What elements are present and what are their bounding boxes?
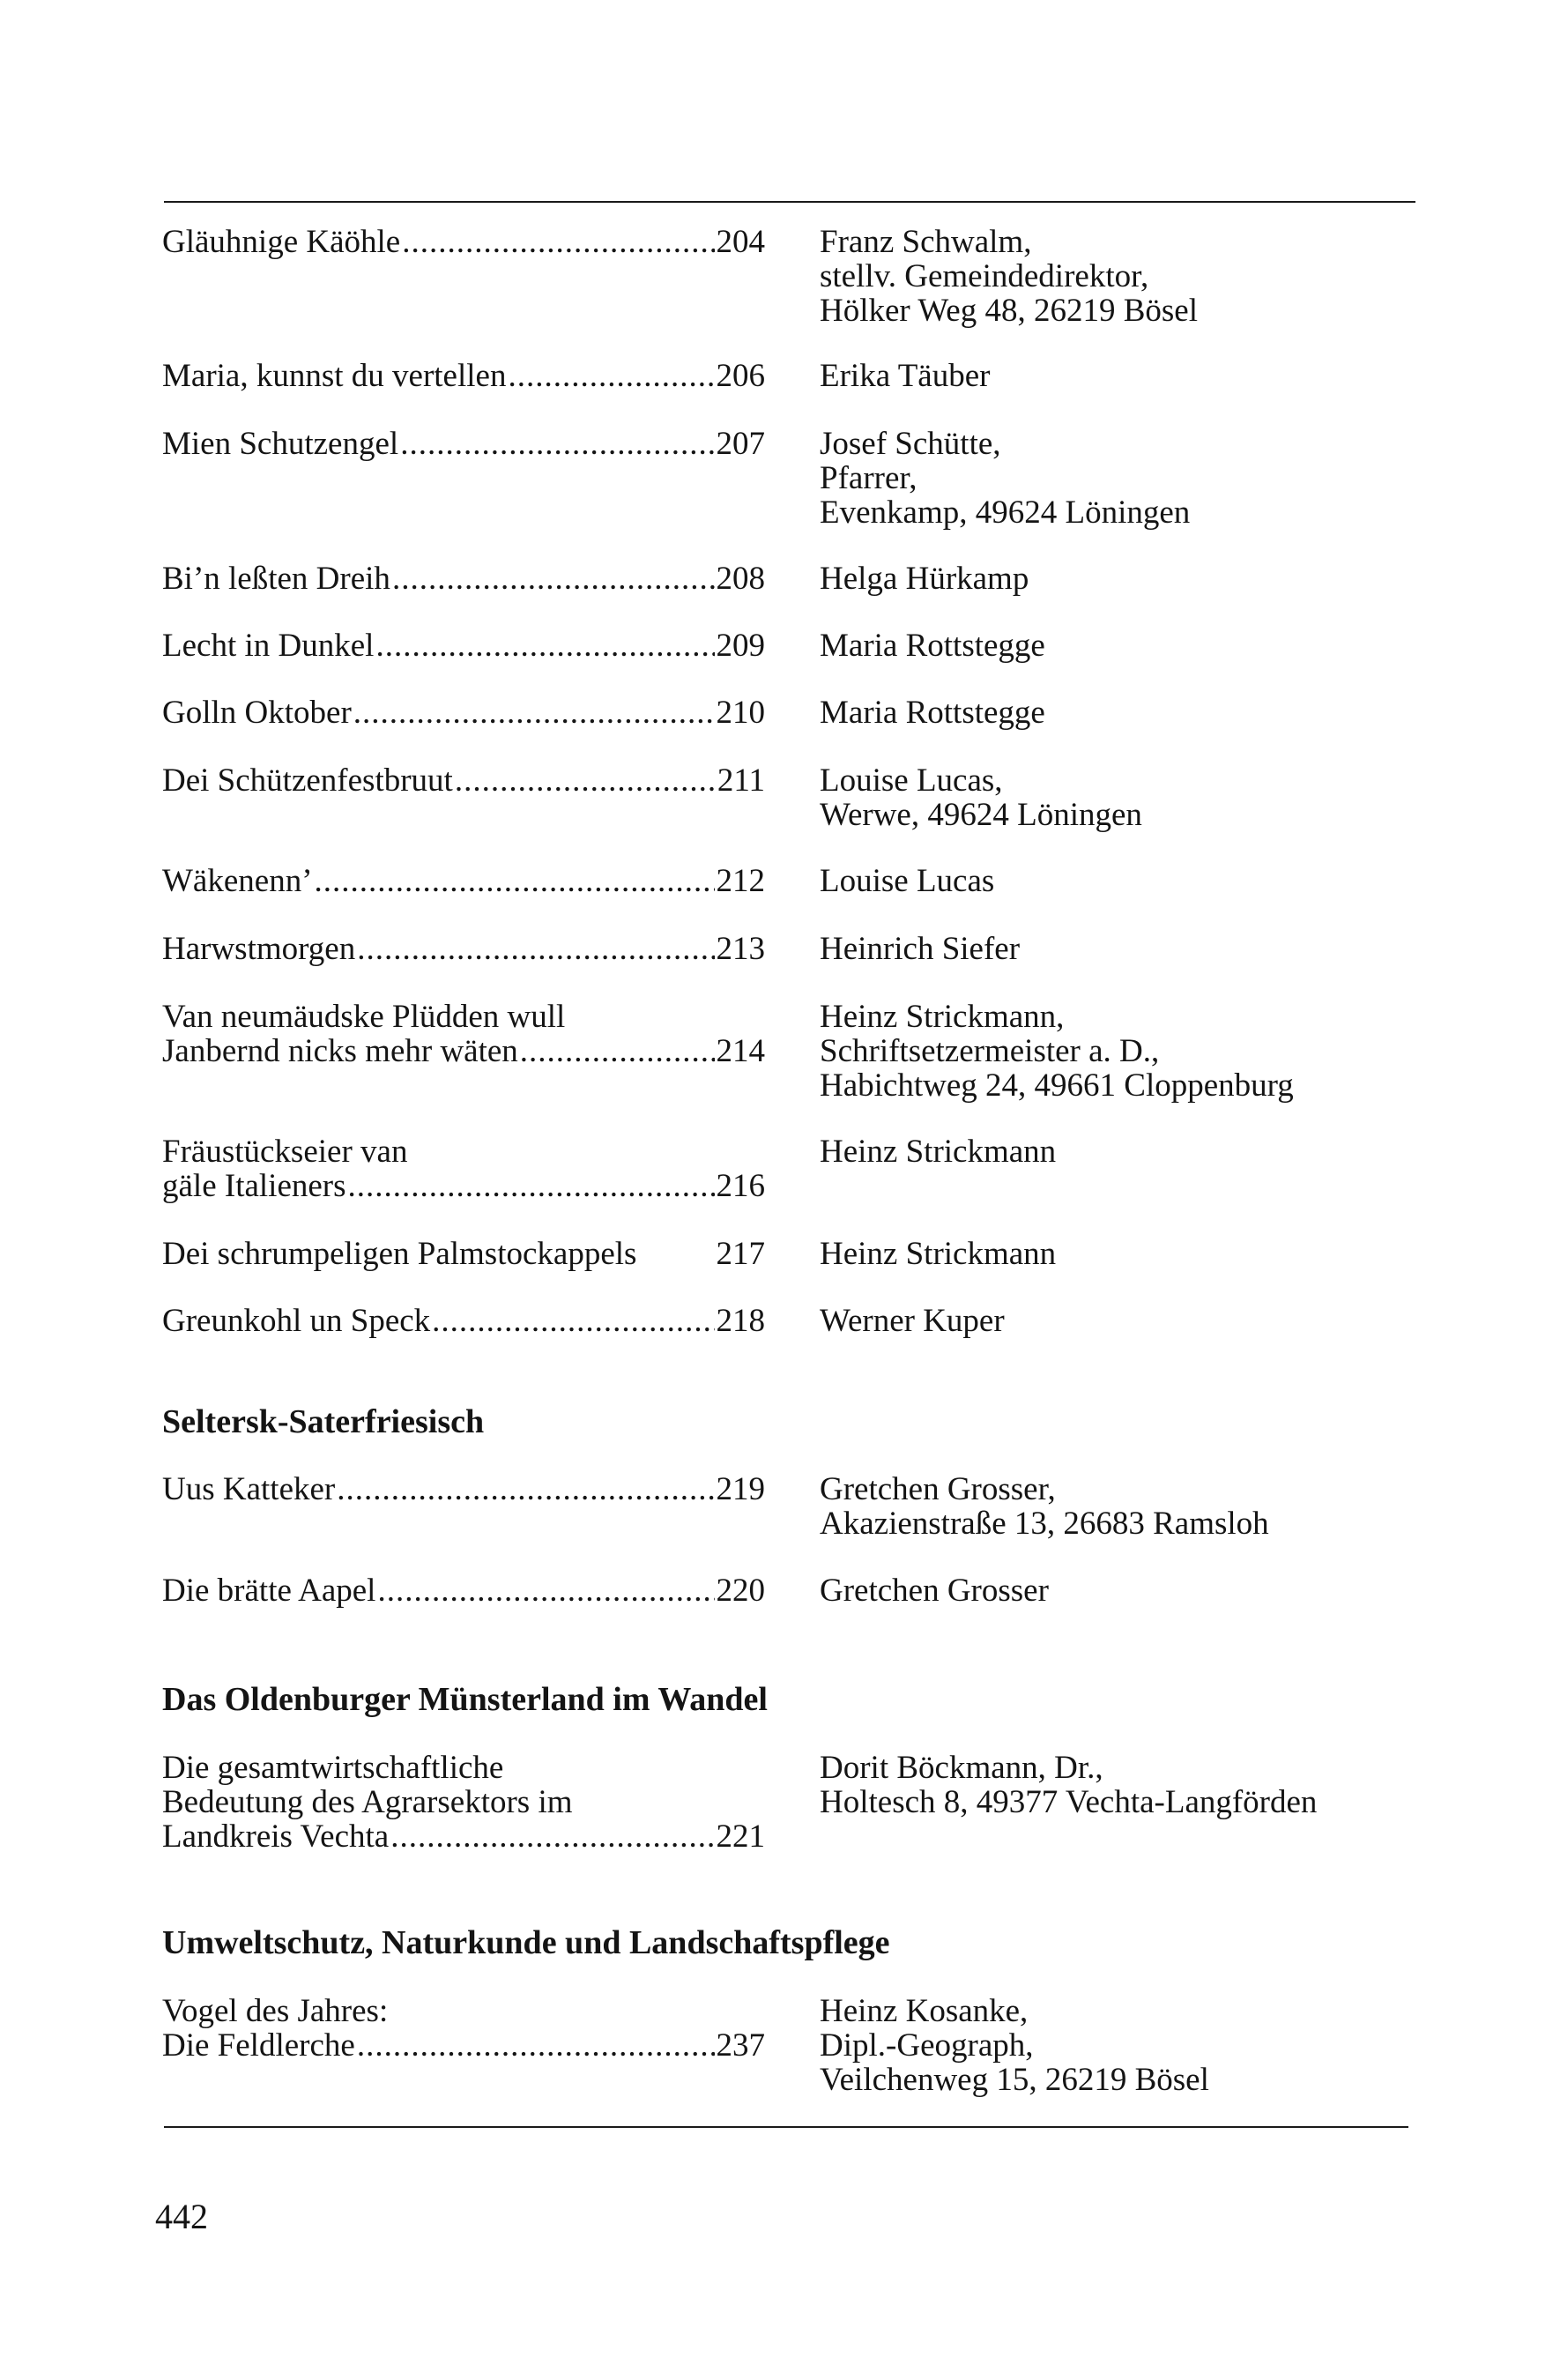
toc-entry-title: Gläuhnige Käöhle ..... 204: [162, 225, 765, 259]
toc-entry-title: Greunkohl un Speck ..... 218: [162, 1304, 765, 1338]
toc-entry-title: Uus Katteker ..... 219: [162, 1472, 765, 1506]
toc-entry-author: Gretchen Grosser,: [820, 1471, 1056, 1507]
toc-entry-title: gäle Italieners ..... 216: [162, 1169, 765, 1203]
toc-entry-title: Die gesamtwirtschaftliche: [162, 1750, 504, 1786]
toc-entry-author: Louise Lucas: [820, 863, 995, 899]
section-heading: Seltersk-Saterfriesisch: [162, 1403, 485, 1440]
toc-entry-title: Van neumäudske Plüdden wull: [162, 999, 566, 1035]
toc-entry-title: Wäkenenn’ ..... 212: [162, 864, 765, 898]
toc-entry-author: Schriftsetzermeister a. D.,: [820, 1033, 1160, 1069]
toc-entry-title: Die Feldlerche ..... 237: [162, 2028, 765, 2063]
toc-entry-author: Heinrich Siefer: [820, 931, 1021, 967]
toc-entry-author: Heinz Kosanke,: [820, 1993, 1029, 2029]
toc-entry-author: Holtesch 8, 49377 Vechta-Langförden: [820, 1784, 1318, 1820]
toc-entry-author: Evenkamp, 49624 Löningen: [820, 495, 1191, 531]
toc-entry-title: Fräustückseier van: [162, 1134, 408, 1170]
toc-entry-author: Pfarrer,: [820, 460, 917, 496]
toc-entry-author: Heinz Strickmann: [820, 1134, 1057, 1170]
toc-entry-author: Veilchenweg 15, 26219 Bösel: [820, 2062, 1209, 2098]
toc-entry-author: Heinz Strickmann,: [820, 999, 1065, 1035]
toc-entry-author: Dipl.-Geograph,: [820, 2027, 1034, 2064]
toc-entry-author: Akazienstraße 13, 26683 Ramsloh: [820, 1506, 1269, 1542]
toc-entry-author: Maria Rottstegge: [820, 695, 1045, 731]
toc-entry-title: Die brätte Aapel ..... 220: [162, 1573, 765, 1608]
section-heading: Das Oldenburger Münsterland im Wandel: [162, 1681, 768, 1718]
toc-entry-author: Helga Hürkamp: [820, 561, 1029, 597]
toc-entry-author: Louise Lucas,: [820, 762, 1003, 799]
toc-entry-title: Bi’n leßten Dreih ..... 208: [162, 562, 765, 596]
toc-entry-title: Maria, kunnst du vertellen ..... 206: [162, 359, 765, 393]
toc-entry-title: Vogel des Jahres:: [162, 1993, 389, 2029]
toc-entry-author: Franz Schwalm,: [820, 224, 1032, 260]
toc-entry-author: Maria Rottstegge: [820, 628, 1045, 664]
toc-entry-title: Landkreis Vechta ..... 221: [162, 1819, 765, 1854]
toc-entry-title: Dei Schützenfestbruut ..... 211: [162, 763, 765, 798]
toc-entry-author: Werwe, 49624 Löningen: [820, 797, 1142, 833]
toc-entry-title: Dei schrumpeligen Palmstockappels 217: [162, 1236, 765, 1272]
toc-entry-author: Hölker Weg 48, 26219 Bösel: [820, 293, 1198, 329]
toc-entry-author: Heinz Strickmann: [820, 1236, 1057, 1272]
toc-entry-author: Josef Schütte,: [820, 426, 1001, 462]
toc-entry-title: Bedeutung des Agrarsektors im: [162, 1784, 573, 1820]
toc-entry-author: Habichtweg 24, 49661 Cloppenburg: [820, 1067, 1294, 1104]
toc-entry-author: Erika Täuber: [820, 358, 991, 394]
section-heading: Umweltschutz, Naturkunde und Landschaftspflege: [162, 1924, 890, 1961]
page-number: 442: [155, 2197, 208, 2236]
top-rule: [164, 201, 1415, 203]
toc-entry-author: stellv. Gemeindedirektor,: [820, 258, 1149, 294]
toc-entry-title: Janbernd nicks mehr wäten ..... 214: [162, 1034, 765, 1068]
toc-entry-author: Gretchen Grosser: [820, 1573, 1049, 1609]
toc-entry-title: Golln Oktober ..... 210: [162, 695, 765, 730]
toc-entry-title: Mien Schutzengel ..... 207: [162, 427, 765, 461]
toc-entry-title: Lecht in Dunkel ..... 209: [162, 628, 765, 663]
toc-entry-author: Dorit Böckmann, Dr.,: [820, 1750, 1103, 1786]
bottom-rule: [164, 2126, 1408, 2128]
toc-entry-title: Harwstmorgen ..... 213: [162, 932, 765, 966]
toc-entry-author: Werner Kuper: [820, 1303, 1005, 1339]
